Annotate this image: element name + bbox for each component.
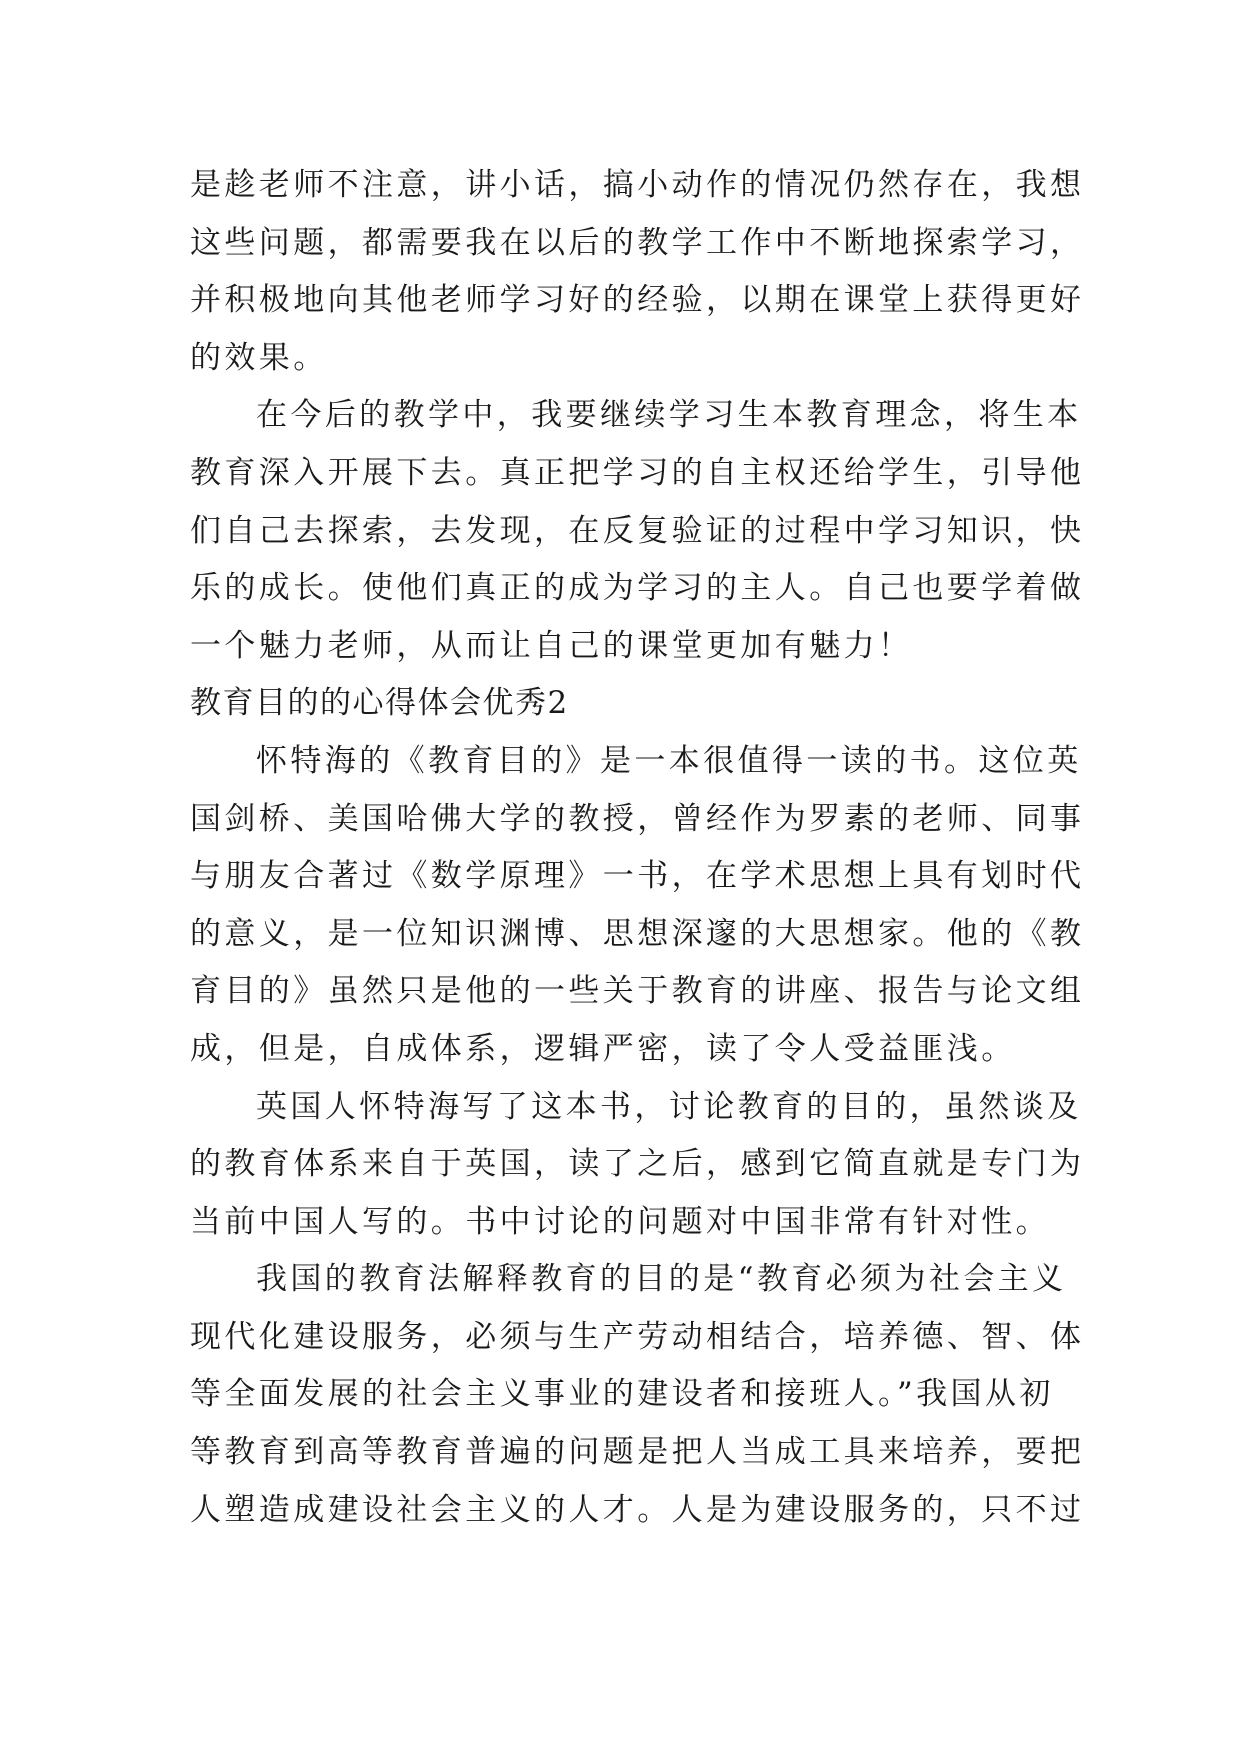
text-line: 这些问题，都需要我在以后的教学工作中不断地探索学习， [190,224,1085,261]
section-heading: 教育目的的心得体会优秀2 [190,685,569,722]
text-line: 并积极地向其他老师学习好的经验，以期在课堂上获得更好 [190,282,1085,319]
paragraph-first-line: 怀特海的《教育目的》是一本很值得一读的书。这位英 [256,742,1082,779]
text-line: 成，但是，自成体系，逻辑严密，读了令人受益匪浅。 [190,1030,1016,1067]
text-line: 国剑桥、美国哈佛大学的教授，曾经作为罗素的老师、同事 [190,800,1085,837]
text-line: 人塑造成建设社会主义的人才。人是为建设服务的，只不过 [190,1491,1085,1528]
document-body [190,157,1085,1539]
text-line: 育目的》虽然只是他的一些关于教育的讲座、报告与论文组 [190,973,1085,1010]
paragraph-first-line: 我国的教育法解释教育的目的是“教育必须为社会主义 [256,1261,1067,1298]
paragraph-first-line: 在今后的教学中，我要继续学习生本教育理念，将生本 [256,397,1082,434]
text-line: 现代化建设服务，必须与生产劳动相结合，培养德、智、体 [190,1318,1085,1355]
text-line: 的意义，是一位知识渊博、思想深邃的大思想家。他的《教 [190,915,1085,952]
text-line: 教育深入开展下去。真正把学习的自主权还给学生，引导他 [190,454,1085,491]
paragraph-first-line: 英国人怀特海写了这本书，讨论教育的目的，虽然谈及 [256,1088,1082,1125]
text-line: 是趁老师不注意，讲小话，搞小动作的情况仍然存在，我想 [190,167,1085,203]
text-line: 的效果。 [190,339,328,376]
text-line: 等全面发展的社会主义事业的建设者和接班人。”我国从初 [190,1376,1054,1413]
text-line: 与朋友合著过《数学原理》一书，在学术思想上具有划时代 [190,858,1085,895]
text-line: 乐的成长。使他们真正的成为学习的主人。自己也要学着做 [190,570,1085,607]
text-line: 们自己去探索，去发现，在反复验证的过程中学习知识，快 [190,512,1085,549]
text-line: 当前中国人写的。书中讨论的问题对中国非常有针对性。 [190,1203,1050,1240]
text-line: 一个魅力老师，从而让自己的课堂更加有魅力！ [190,627,913,664]
text-line: 等教育到高等教育普遍的问题是把人当成工具来培养，要把 [190,1434,1085,1471]
text-line: 的教育体系来自于英国，读了之后，感到它简直就是专门为 [190,1146,1085,1183]
